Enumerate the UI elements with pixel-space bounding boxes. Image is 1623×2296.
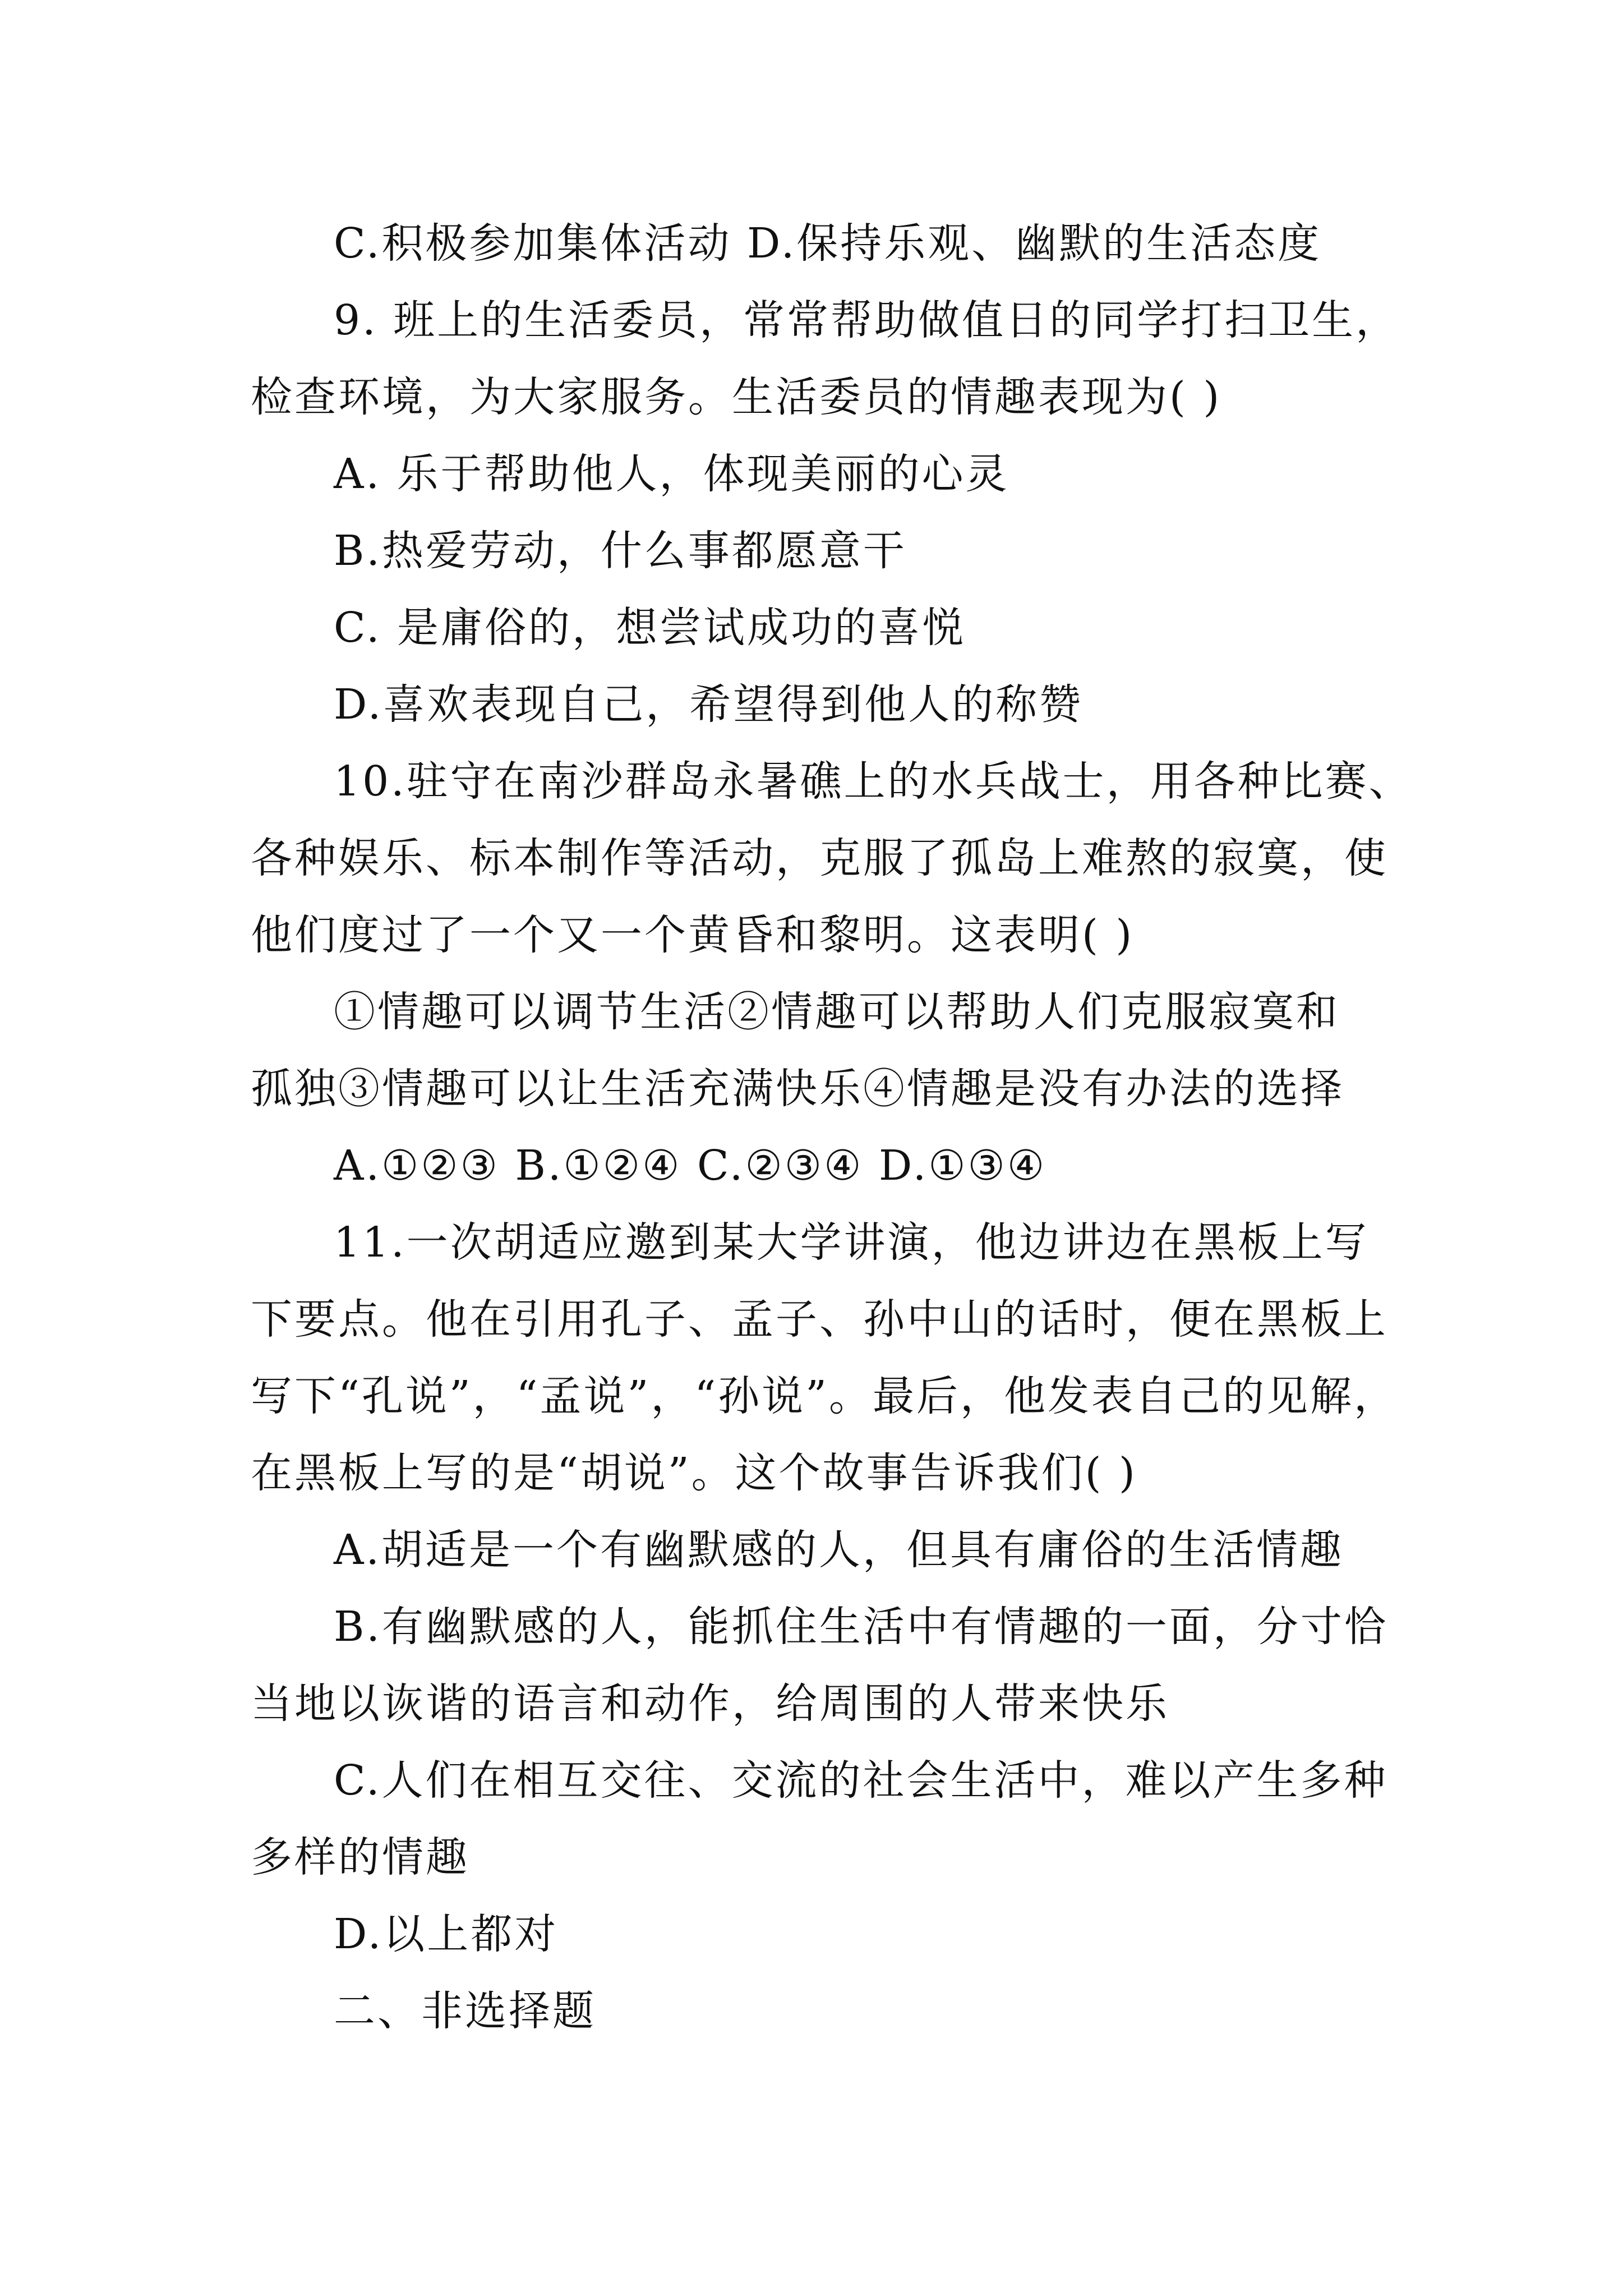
q9-stem-line-1: 9. 班上的生活委员，常常帮助做值日的同学打扫卫生， (334, 296, 1400, 344)
q9-option-a: A. 乐于帮助他人，体现美丽的心灵 (334, 450, 1009, 498)
q11-stem-line-4: 在黑板上写的是“胡说”。这个故事告诉我们( ) (251, 1449, 1137, 1497)
q9-stem-line-2: 检查环境，为大家服务。生活委员的情趣表现为( ) (251, 373, 1222, 421)
q11-stem-line-1: 11.一次胡适应邀到某大学讲演，他边讲边在黑板上写 (334, 1218, 1369, 1267)
q11-stem-line-3: 写下“孔说”，“孟说”，“孙说”。最后，他发表自己的见解， (251, 1372, 1398, 1420)
q10-options: A.①②③ B.①②④ C.②③④ D.①③④ (334, 1142, 1047, 1190)
q8-options-cd: C.积极参加集体活动 D.保持乐观、幽默的生活态度 (334, 219, 1322, 268)
q9-option-c: C. 是庸俗的，想尝试成功的喜悦 (334, 604, 966, 652)
q10-statements-line-1: ①情趣可以调节生活②情趣可以帮助人们克服寂寞和 (334, 988, 1340, 1036)
q9-option-b: B.热爱劳动，什么事都愿意干 (334, 527, 907, 575)
q11-stem-line-2: 下要点。他在引用孔子、孟子、孙中山的话时，便在黑板上 (251, 1295, 1388, 1343)
q11-option-b-line-2: 当地以诙谐的语言和动作，给周围的人带来快乐 (251, 1680, 1169, 1728)
q11-option-a: A.胡适是一个有幽默感的人，但具有庸俗的生活情趣 (334, 1526, 1344, 1574)
q11-option-c-line-1: C.人们在相互交往、交流的社会生活中，难以产生多种 (334, 1756, 1388, 1805)
q10-stem-line-2: 各种娱乐、标本制作等活动，克服了孤岛上难熬的寂寞，使 (251, 834, 1388, 882)
document-body (251, 205, 1541, 2050)
q10-stem-line-1: 10.驻守在南沙群岛永暑礁上的水兵战士，用各种比赛、 (334, 757, 1413, 806)
q9-option-d: D.喜欢表现自己，希望得到他人的称赞 (334, 680, 1083, 729)
q11-option-b-line-1: B.有幽默感的人，能抓住生活中有情趣的一面，分寸恰 (334, 1603, 1388, 1651)
q11-option-c-line-2: 多样的情趣 (251, 1833, 469, 1881)
q11-option-d: D.以上都对 (334, 1910, 559, 1958)
q10-stem-line-3: 他们度过了一个又一个黄昏和黎明。这表明( ) (251, 911, 1135, 959)
q10-statements-line-2: 孤独③情趣可以让生活充满快乐④情趣是没有办法的选择 (251, 1065, 1344, 1113)
section-heading: 二、非选择题 (334, 1987, 596, 2035)
